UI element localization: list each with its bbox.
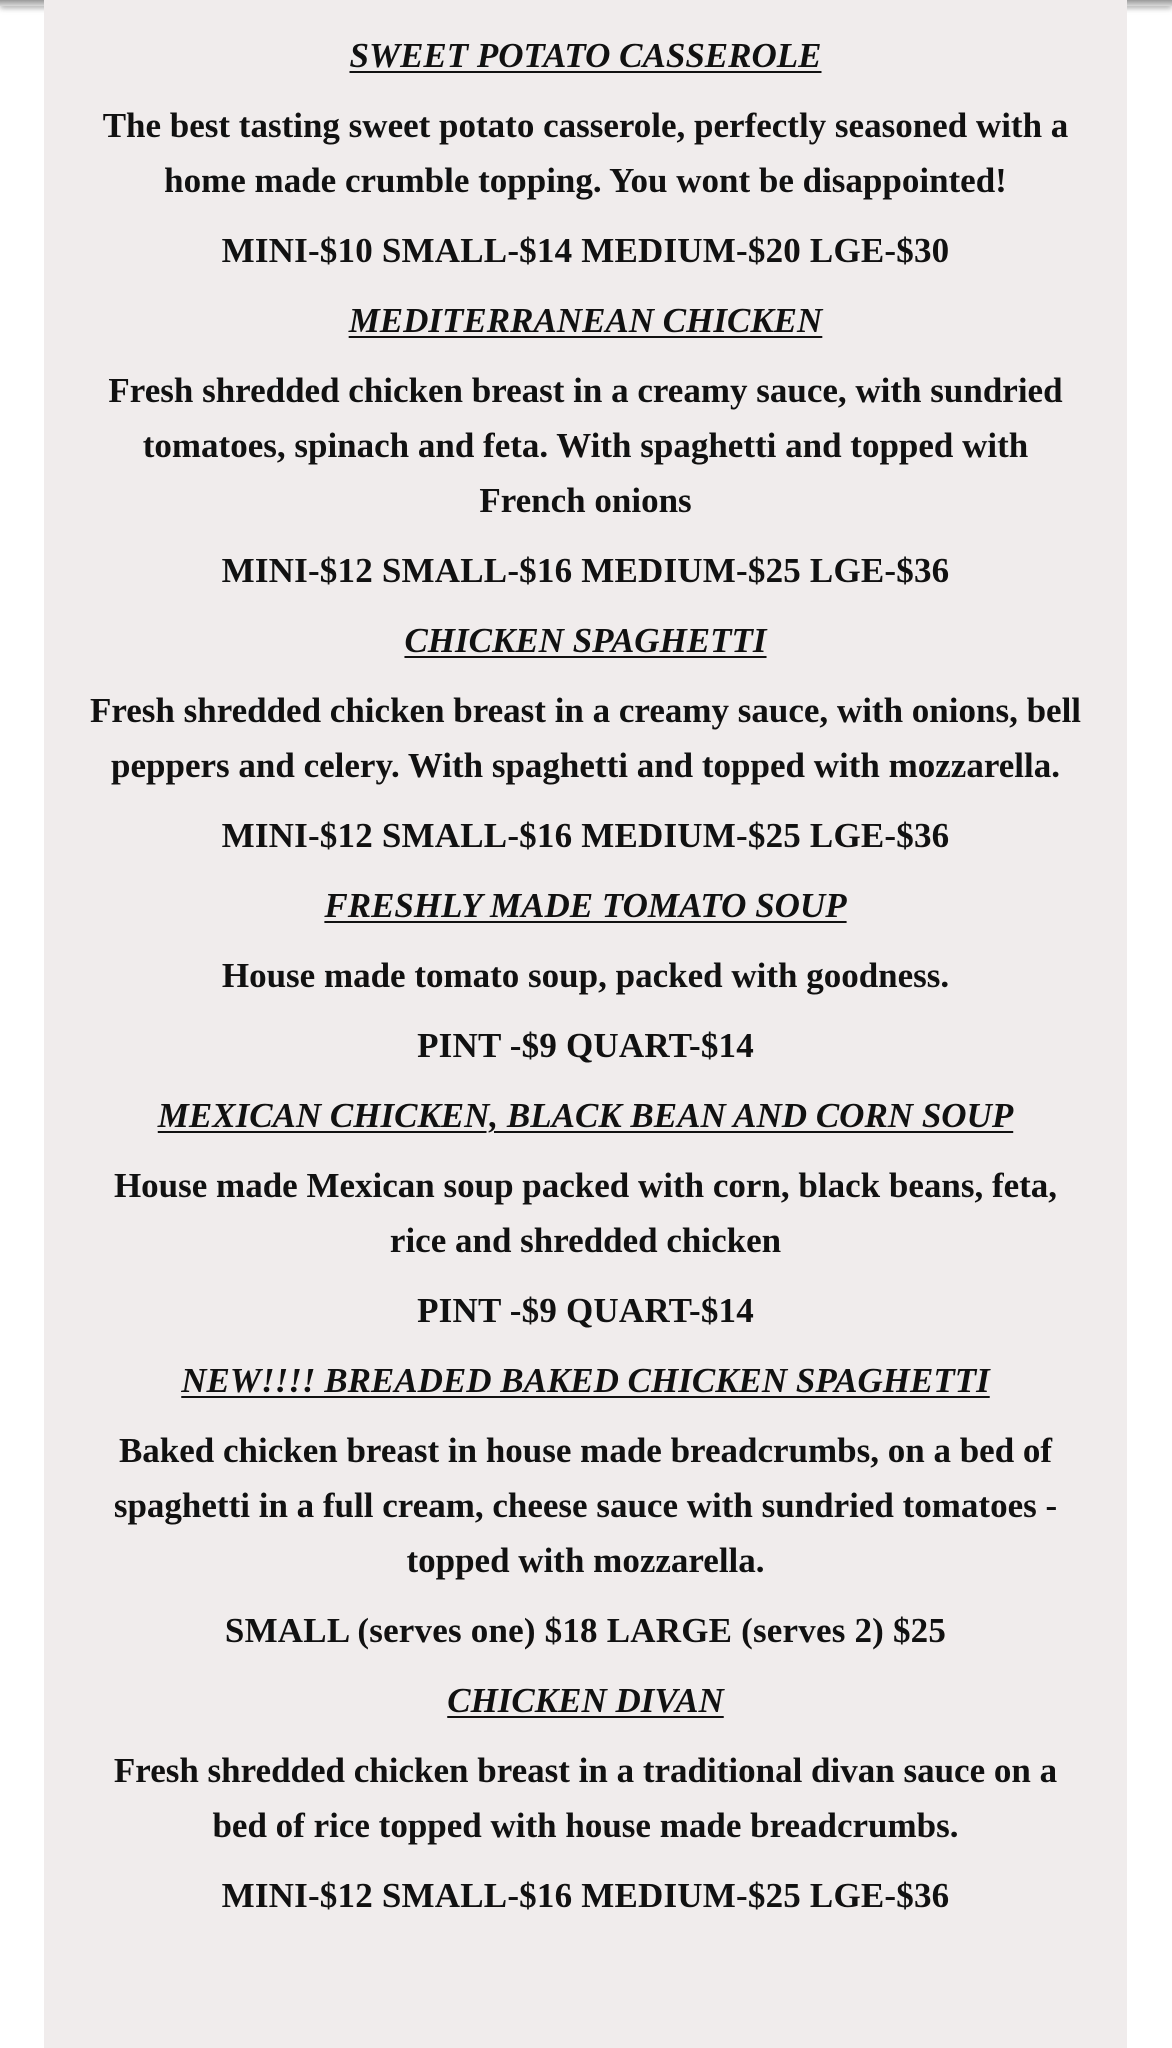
- menu-item-sweet-potato-casserole: [44, 28, 1127, 279]
- item-title: CHICKEN DIVAN: [447, 1681, 724, 1720]
- menu-item-mexican-chicken-soup: [44, 1088, 1127, 1339]
- item-description: House made tomato soup, packed with goodness.: [221, 956, 950, 995]
- menu-list: [44, 28, 1127, 1938]
- item-description: Fresh shredded chicken breast in a traditional divan sauce on a bed of rice topped with house made breadcrumbs.: [113, 1751, 1058, 1845]
- menu-item-chicken-spaghetti: [44, 613, 1127, 864]
- item-prices: MINI-$12 SMALL-$16 MEDIUM-$25 LGE-$36: [221, 1876, 950, 1915]
- item-prices: PINT -$9 QUART-$14: [417, 1026, 754, 1065]
- item-title: CHICKEN SPAGHETTI: [404, 621, 767, 660]
- item-description: The best tasting sweet potato casserole, perfectly seasoned with a home made crumble topping. You wont be disappointed!: [102, 106, 1069, 200]
- item-title: FRESHLY MADE TOMATO SOUP: [324, 886, 847, 925]
- menu-item-tomato-soup: [44, 878, 1127, 1074]
- item-title: MEDITERRANEAN CHICKEN: [348, 301, 823, 340]
- item-prices: MINI-$12 SMALL-$16 MEDIUM-$25 LGE-$36: [221, 816, 950, 855]
- menu-item-breaded-baked-chicken-spaghetti: [44, 1353, 1127, 1659]
- menu-item-chicken-divan: [44, 1673, 1127, 1924]
- item-description: Fresh shredded chicken breast in a creamy sauce, with sundried tomatoes, spinach and feta. With spaghetti and topped with French onions: [108, 371, 1063, 520]
- item-prices: PINT -$9 QUART-$14: [417, 1291, 754, 1330]
- item-title: SWEET POTATO CASSEROLE: [349, 36, 822, 75]
- item-description: Baked chicken breast in house made breadcrumbs, on a bed of spaghetti in a full cream, cheese sauce with sundried tomatoes - topped with mozzarella.: [113, 1431, 1058, 1580]
- item-description: House made Mexican soup packed with corn, black beans, feta, rice and shredded chicken: [113, 1166, 1058, 1260]
- item-title: NEW!!!! BREADED BAKED CHICKEN SPAGHETTI: [181, 1361, 990, 1400]
- item-title: MEXICAN CHICKEN, BLACK BEAN AND CORN SOUP: [157, 1096, 1014, 1135]
- item-prices: MINI-$12 SMALL-$16 MEDIUM-$25 LGE-$36: [221, 551, 950, 590]
- menu-item-mediterranean-chicken: [44, 293, 1127, 599]
- item-prices: SMALL (serves one) $18 LARGE (serves 2) $25: [224, 1611, 947, 1650]
- item-prices: MINI-$10 SMALL-$14 MEDIUM-$20 LGE-$30: [221, 231, 950, 270]
- item-description: Fresh shredded chicken breast in a creamy sauce, with onions, bell peppers and celery. With spaghetti and topped with mozzarella.: [89, 691, 1082, 785]
